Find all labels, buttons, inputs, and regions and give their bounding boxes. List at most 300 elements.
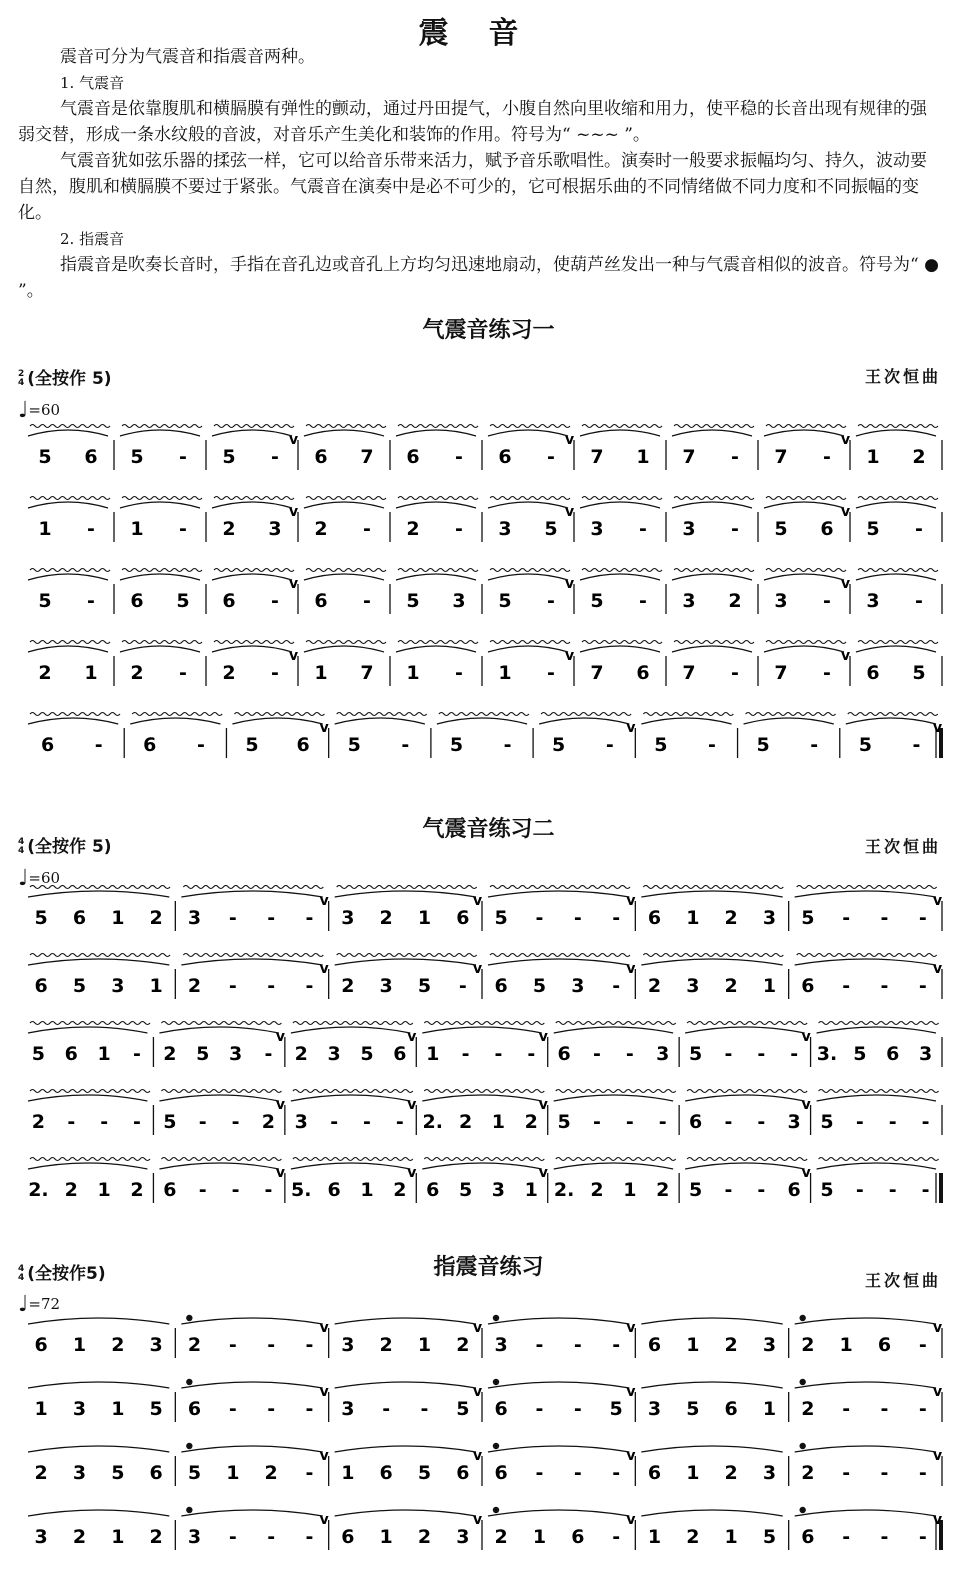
vibrato-wave-mark [30, 1090, 150, 1093]
vibrato-wave-mark [643, 886, 783, 889]
slur-mark [335, 1382, 476, 1388]
slur-mark [181, 1446, 322, 1452]
note-numeral: 2 [379, 907, 393, 929]
note-numeral: 5 [130, 446, 144, 468]
note-numeral: - [228, 975, 237, 997]
vibrato-wave-mark [766, 641, 846, 644]
note-numeral: 6 [379, 1462, 393, 1484]
finger-vibrato-dot [799, 1315, 805, 1321]
note-numeral: 5 [756, 734, 770, 756]
exercise-2-tempo: ♩=60 [18, 866, 61, 891]
note-numeral: 5 [820, 1179, 834, 1201]
breath-mark: v [473, 1512, 483, 1528]
breath-mark: v [275, 1097, 285, 1113]
note-numeral: 2 [264, 1462, 278, 1484]
finger-vibrato-dot [493, 1379, 499, 1385]
note-numeral: 6 [72, 907, 87, 929]
note-numeral: - [612, 1462, 621, 1484]
note-numeral: 2. [422, 1111, 443, 1133]
note-numeral: - [757, 1043, 766, 1065]
slur-mark [641, 1446, 782, 1452]
breath-mark: v [407, 1097, 417, 1113]
note-numeral: - [880, 907, 889, 929]
slur-mark [28, 574, 108, 580]
note-numeral: 2 [686, 1526, 700, 1548]
vibrato-wave-mark [30, 1158, 150, 1161]
note-numeral: - [639, 518, 647, 540]
note-numeral: 2 [130, 1179, 144, 1201]
note-numeral: - [196, 734, 205, 756]
breath-mark: v [319, 893, 329, 909]
note-numeral: - [455, 662, 463, 684]
breath-mark: v [801, 1165, 811, 1181]
note-numeral: 3 [452, 590, 466, 612]
note-numeral: 3 [111, 975, 125, 997]
exercise-3-title: 指震音练习 [433, 1255, 544, 1280]
note-numeral: 1 [97, 1179, 111, 1201]
note-numeral: - [100, 1111, 109, 1133]
note-numeral: - [395, 1111, 404, 1133]
slur-mark [212, 430, 292, 436]
note-numeral: - [921, 1179, 930, 1201]
note-numeral: - [918, 975, 927, 997]
note-numeral: 3 [762, 1334, 777, 1356]
breath-mark: v [801, 1097, 811, 1113]
vibrato-wave-mark [306, 569, 386, 572]
note-numeral: 6 [40, 734, 55, 756]
note-numeral: 1 [72, 1334, 87, 1356]
note-numeral: 5. [291, 1179, 312, 1201]
note-numeral: 2 [417, 1526, 432, 1548]
slur-mark [488, 1318, 629, 1324]
note-numeral: 6 [64, 1043, 78, 1065]
slur-mark [212, 646, 292, 652]
note-numeral: 3 [294, 1111, 308, 1133]
note-numeral: 5 [406, 590, 420, 612]
note-numeral: - [461, 1043, 470, 1065]
note-numeral: 2 [912, 446, 926, 468]
note-numeral: 7 [590, 446, 604, 468]
note-numeral: 3 [762, 1462, 777, 1484]
breath-mark: v [319, 1320, 329, 1336]
note-numeral: - [842, 1526, 851, 1548]
slur-mark [488, 502, 568, 508]
note-numeral: - [842, 1462, 851, 1484]
note-numeral: - [918, 1526, 927, 1548]
exercise-1-tempo: ♩=60 [18, 398, 61, 423]
note-numeral: 1 [84, 662, 98, 684]
note-numeral: 5 [347, 734, 361, 756]
note-numeral: 3 [379, 975, 393, 997]
note-numeral: 5 [149, 1398, 163, 1420]
slur-mark [159, 1095, 278, 1101]
vibrato-wave-mark [674, 641, 754, 644]
exercise-1-title: 气震音练习一 [422, 318, 555, 343]
note-numeral: 6 [456, 907, 470, 929]
note-numeral: - [921, 1111, 930, 1133]
slur-mark [817, 1027, 936, 1033]
vibrato-wave-mark [30, 425, 110, 428]
note-numeral: - [547, 662, 555, 684]
vibrato-wave-mark [132, 713, 222, 716]
note-numeral: 2 [187, 1334, 202, 1356]
slur-mark [291, 1163, 410, 1169]
note-numeral: - [918, 1462, 927, 1484]
slur-mark [181, 959, 322, 965]
note-numeral: - [535, 1398, 544, 1420]
slur-mark [488, 1446, 629, 1452]
note-numeral: 2 [222, 662, 236, 684]
note-numeral: - [855, 1179, 864, 1201]
note-numeral: 2 [458, 1111, 473, 1133]
note-numeral: 5 [187, 1462, 202, 1484]
breath-mark: v [473, 1384, 483, 1400]
vibrato-wave-mark [30, 641, 110, 644]
note-numeral: - [842, 975, 851, 997]
vibrato-wave-mark [30, 886, 170, 889]
note-numeral: 6 [801, 975, 815, 997]
note-numeral: 1 [38, 518, 52, 540]
note-numeral: 5 [858, 734, 872, 756]
slur-mark [856, 430, 936, 436]
note-numeral: 5 [552, 734, 566, 756]
slur-mark [641, 1318, 782, 1324]
note-numeral: 6 [571, 1526, 585, 1548]
note-numeral: 1 [111, 907, 125, 929]
slur-mark [641, 718, 731, 724]
intro-paragraph: 气震音是依靠腹肌和横膈膜有弹性的颤动，通过丹田提气，小腹自然向里收缩和用力，使平稳的长音出现有规律的强弱交替，形成一条水纹般的音波，对音乐产生美化和装饰的作用。符号为“ ~~~ ”。 [18, 99, 927, 145]
note-numeral: 6 [636, 662, 650, 684]
vibrato-wave-mark [687, 1090, 807, 1093]
breath-mark: v [538, 1097, 548, 1113]
quarter-note-icon: ♩ [18, 398, 29, 423]
slur-mark [335, 891, 476, 897]
note-numeral: 6 [456, 1462, 470, 1484]
breath-mark: v [565, 648, 575, 664]
time-signature: 4 4 [18, 1264, 25, 1283]
note-numeral: 5 [688, 1179, 703, 1201]
vibrato-wave-mark [424, 1022, 544, 1025]
slur-mark [291, 1095, 410, 1101]
note-numeral: 2 [314, 518, 328, 540]
slur-mark [764, 574, 844, 580]
note-numeral: - [535, 1462, 544, 1484]
note-numeral: 2 [801, 1398, 815, 1420]
note-numeral: 3 [682, 518, 696, 540]
note-numeral: 5 [196, 1043, 210, 1065]
note-numeral: 3 [498, 518, 512, 540]
note-numeral: - [823, 662, 831, 684]
note-numeral: 6 [494, 1398, 508, 1420]
note-numeral: 2 [130, 662, 144, 684]
note-numeral: 3 [149, 1334, 163, 1356]
note-numeral: 3 [787, 1111, 801, 1133]
note-numeral: 1 [111, 1526, 125, 1548]
note-numeral: - [231, 1111, 240, 1133]
finger-vibrato-dot [799, 1507, 805, 1513]
note-numeral: 5 [222, 446, 236, 468]
breath-mark: v [275, 1165, 285, 1181]
slur-mark [795, 891, 936, 897]
slur-mark [28, 1095, 147, 1101]
intro-text [18, 44, 943, 304]
note-numeral: 2 [724, 975, 738, 997]
vibrato-wave-mark [293, 1022, 413, 1025]
note-numeral: 1 [111, 1398, 125, 1420]
slur-mark [212, 574, 292, 580]
slur-mark [641, 959, 782, 965]
vibrato-wave-mark [398, 497, 478, 500]
breath-mark: v [626, 893, 636, 909]
note-numeral: 3 [34, 1526, 48, 1548]
note-numeral: 2 [187, 975, 202, 997]
slur-mark [335, 718, 425, 724]
note-numeral: 2 [72, 1526, 87, 1548]
note-numeral: 5 [245, 734, 259, 756]
breath-mark: v [841, 576, 851, 592]
slur-mark [335, 1510, 476, 1516]
note-numeral: - [625, 1111, 634, 1133]
note-numeral: 1 [762, 1398, 777, 1420]
note-numeral: 6 [143, 734, 157, 756]
note-numeral: 3 [774, 590, 788, 612]
note-numeral: - [267, 907, 276, 929]
note-numeral: 6 [498, 446, 512, 468]
note-numeral: 5 [688, 1043, 703, 1065]
note-numeral: 6 [393, 1043, 407, 1065]
vibrato-wave-mark [797, 954, 937, 957]
note-numeral: 6 [327, 1179, 341, 1201]
slur-mark [488, 646, 568, 652]
note-numeral: 5 [853, 1043, 867, 1065]
slur-mark [817, 1163, 936, 1169]
note-numeral: 5 [72, 975, 87, 997]
vibrato-wave-mark [161, 1090, 281, 1093]
finger-vibrato-dot [493, 1315, 499, 1321]
note-numeral: - [612, 975, 621, 997]
finger-vibrato-dot [799, 1379, 805, 1385]
note-numeral: 1 [647, 1526, 662, 1548]
slur-mark [335, 959, 476, 965]
fingering-note: (全按作 5) [27, 837, 112, 857]
note-numeral: 5 [38, 446, 52, 468]
vibrato-wave-mark [214, 497, 294, 500]
note-numeral: - [757, 1111, 766, 1133]
breath-mark: v [473, 1448, 483, 1464]
note-numeral: - [605, 734, 614, 756]
vibrato-wave-mark [766, 497, 846, 500]
note-numeral: - [228, 1334, 237, 1356]
exercise-1-composer: 王次恒曲 [864, 367, 941, 386]
slur-mark [120, 430, 200, 436]
slur-mark [795, 1446, 936, 1452]
note-numeral: 3 [656, 1043, 670, 1065]
breath-mark: v [933, 1384, 943, 1400]
slur-mark [580, 646, 660, 652]
note-numeral: - [535, 1334, 544, 1356]
vibrato-wave-mark [819, 1090, 939, 1093]
note-numeral: - [231, 1179, 240, 1201]
note-numeral: - [267, 1526, 276, 1548]
note-numeral: 5 [163, 1111, 177, 1133]
note-numeral: - [455, 518, 463, 540]
exercise-2-composer: 王次恒曲 [864, 837, 941, 856]
slur-mark [744, 718, 834, 724]
note-numeral: - [880, 975, 889, 997]
breath-mark: v [626, 961, 636, 977]
note-numeral: - [731, 518, 739, 540]
note-numeral: - [573, 1398, 582, 1420]
slur-mark [580, 430, 660, 436]
breath-mark: v [565, 504, 575, 520]
vibrato-wave-mark [582, 497, 662, 500]
vibrato-wave-mark [122, 569, 202, 572]
slur-mark [580, 574, 660, 580]
vibrato-wave-mark [30, 569, 110, 572]
slur-mark [28, 959, 169, 965]
note-numeral: 3 [866, 590, 880, 612]
breath-mark: v [407, 1029, 417, 1045]
note-numeral: 1 [532, 1526, 547, 1548]
note-numeral: 5 [590, 590, 604, 612]
note-numeral: 3. [816, 1043, 838, 1065]
note-numeral: 5 [34, 907, 48, 929]
note-numeral: - [264, 1179, 273, 1201]
exercise-1-meter [18, 364, 112, 389]
vibrato-wave-mark [556, 1090, 676, 1093]
note-numeral: 3 [682, 590, 696, 612]
exercise-3-composer: 王次恒曲 [864, 1271, 941, 1290]
finger-vibrato-dot [493, 1443, 499, 1449]
slur-mark [554, 1095, 673, 1101]
note-numeral: 6 [647, 1462, 662, 1484]
note-numeral: 5 [360, 1043, 374, 1065]
note-numeral: 3 [762, 907, 777, 929]
note-numeral: 7 [774, 446, 788, 468]
note-numeral: 2 [801, 1462, 815, 1484]
note-numeral: 5 [654, 734, 668, 756]
note-numeral: - [494, 1043, 503, 1065]
slur-mark [232, 718, 322, 724]
slur-mark [304, 430, 384, 436]
finger-vibrato-dot [493, 1507, 499, 1513]
note-numeral: 7 [590, 662, 604, 684]
note-numeral: 3 [341, 1334, 355, 1356]
note-numeral: 1 [839, 1334, 853, 1356]
note-numeral: 3 [187, 1526, 202, 1548]
note-numeral: 1 [34, 1398, 48, 1420]
note-numeral: - [503, 734, 512, 756]
note-numeral: - [271, 662, 279, 684]
vibrato-wave-mark [819, 1158, 939, 1161]
intro-paragraph: 指震音是吹奏长音时，手指在音孔边或音孔上方均匀迅速地扇动，使葫芦丝发出一种与气震音相似的波音。符号为“ ● ”。 [18, 255, 939, 301]
slur-mark [817, 1095, 936, 1101]
vibrato-wave-mark [398, 425, 478, 428]
note-numeral: - [455, 446, 463, 468]
note-numeral: 2 [524, 1111, 538, 1133]
note-numeral: 2 [494, 1526, 508, 1548]
fingering-note: (全按作 5) [27, 369, 112, 389]
note-numeral: - [612, 1334, 621, 1356]
note-numeral: - [547, 590, 555, 612]
vibrato-wave-mark [30, 497, 110, 500]
note-numeral: 2 [393, 1179, 407, 1201]
slur-mark [28, 718, 118, 724]
slur-mark [846, 718, 936, 724]
note-numeral: - [305, 1398, 314, 1420]
note-numeral: - [401, 734, 410, 756]
note-numeral: - [305, 1462, 314, 1484]
note-numeral: - [228, 1526, 237, 1548]
note-numeral: 6 [296, 734, 310, 756]
vibrato-wave-mark [183, 886, 323, 889]
note-numeral: 1 [686, 1462, 700, 1484]
note-numeral: 5 [762, 1526, 777, 1548]
breath-mark: v [626, 1512, 636, 1528]
note-numeral: 6 [149, 1462, 163, 1484]
breath-mark: v [319, 961, 329, 977]
note-numeral: 6 [820, 518, 834, 540]
breath-mark: v [289, 504, 299, 520]
note-numeral: 1 [406, 662, 420, 684]
note-numeral: - [918, 1334, 927, 1356]
note-numeral: - [593, 1043, 601, 1065]
vibrato-wave-mark [490, 641, 570, 644]
note-numeral: - [458, 975, 467, 997]
slur-mark [181, 1382, 322, 1388]
exercise-3-meter [18, 1259, 106, 1284]
note-numeral: 6 [494, 1462, 508, 1484]
note-numeral: 2 [728, 590, 742, 612]
vibrato-wave-mark [674, 425, 754, 428]
note-numeral: 7 [360, 446, 374, 468]
note-numeral: 2. [28, 1179, 49, 1201]
note-numeral: 1 [379, 1526, 393, 1548]
note-numeral: - [198, 1111, 207, 1133]
exercise-2-title: 气震音练习二 [422, 817, 555, 842]
note-numeral: 2 [163, 1043, 177, 1065]
note-numeral: - [612, 907, 621, 929]
note-numeral: 5 [557, 1111, 571, 1133]
note-numeral: - [363, 590, 371, 612]
note-numeral: - [790, 1043, 799, 1065]
note-numeral: 3 [187, 907, 202, 929]
slur-mark [304, 574, 384, 580]
note-numeral: 5 [820, 1111, 834, 1133]
note-numeral: 6 [801, 1526, 815, 1548]
note-numeral: - [888, 1111, 897, 1133]
note-numeral: 5 [31, 1043, 46, 1065]
note-numeral: - [823, 446, 831, 468]
note-numeral: - [198, 1179, 207, 1201]
note-numeral: 3 [918, 1043, 933, 1065]
slur-mark [488, 430, 568, 436]
note-numeral: - [842, 907, 851, 929]
note-numeral: 6 [886, 1043, 900, 1065]
note-numeral: 6 [406, 446, 420, 468]
note-numeral: 5 [449, 734, 464, 756]
slur-mark [396, 574, 476, 580]
finger-vibrato-dot [186, 1379, 192, 1385]
note-numeral: 5 [801, 907, 815, 929]
vibrato-wave-mark [398, 569, 478, 572]
note-numeral: 1 [417, 907, 432, 929]
note-numeral: - [918, 1398, 927, 1420]
slur-mark [641, 1382, 782, 1388]
breath-mark: v [933, 1512, 943, 1528]
vibrato-wave-mark [293, 1158, 413, 1161]
slur-mark [120, 574, 200, 580]
